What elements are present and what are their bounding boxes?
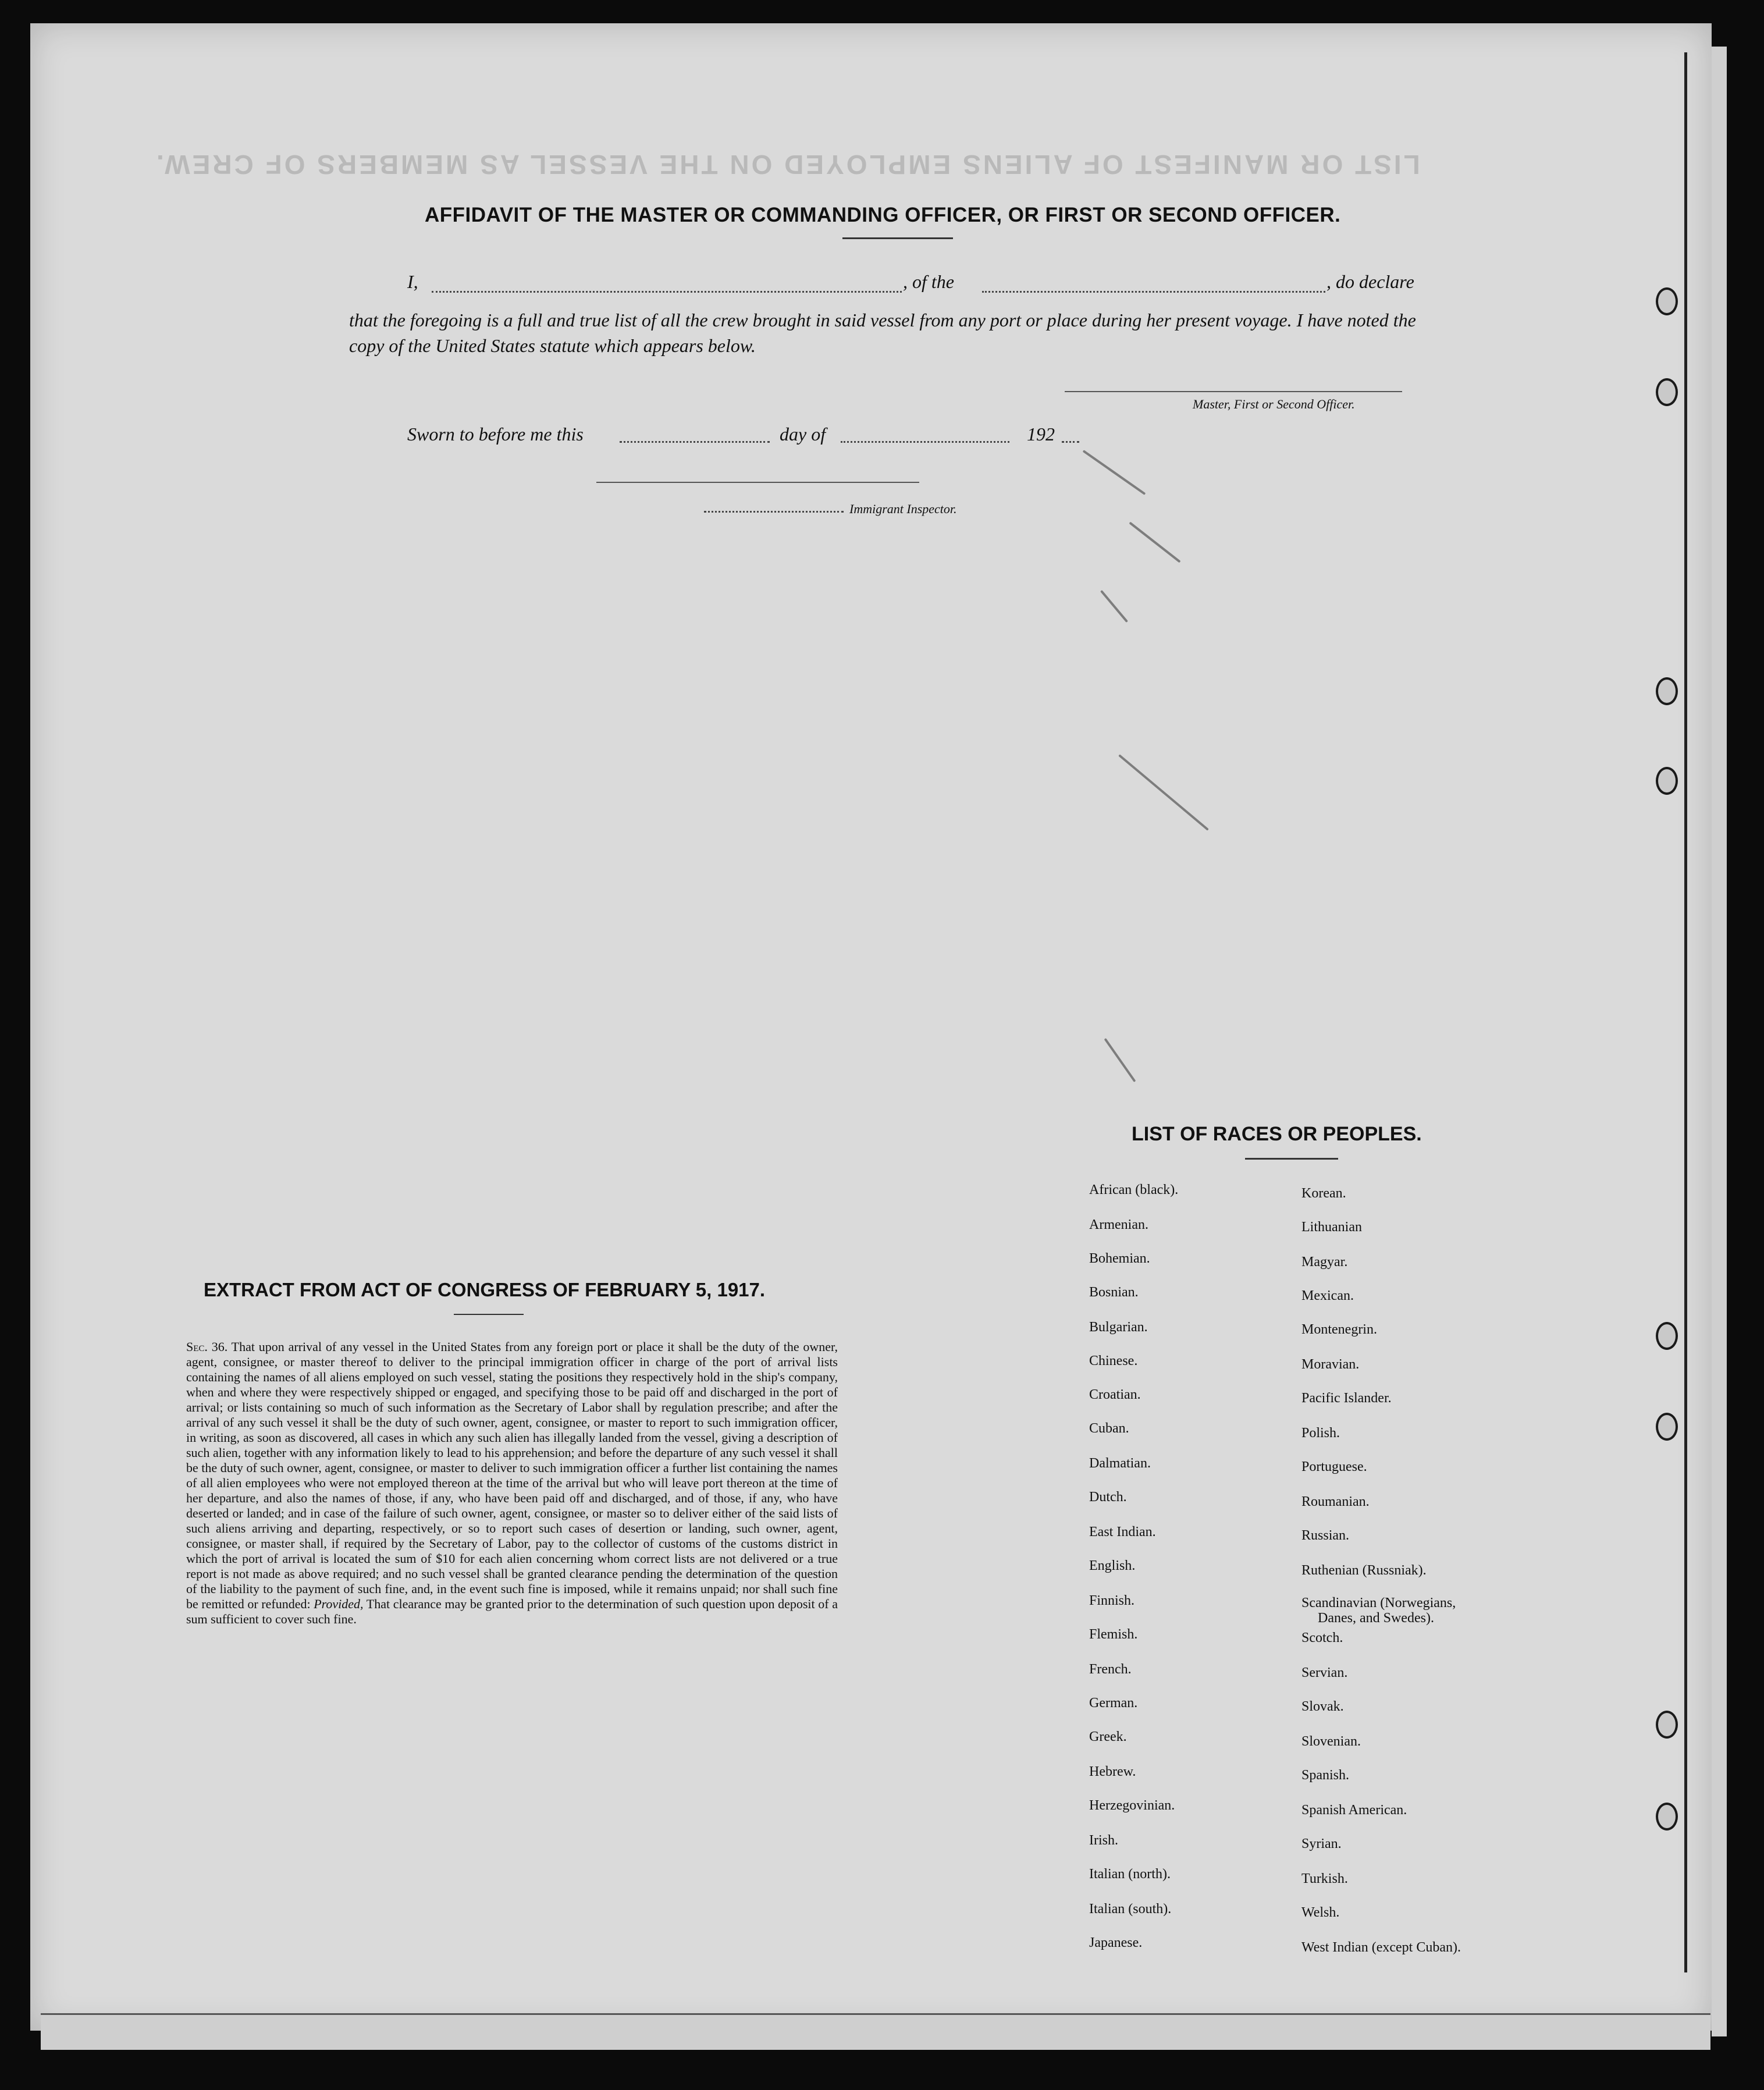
affidavit-title: AFFIDAVIT OF THE MASTER OR COMMANDING OFFICER, OR FIRST OR SECOND OFFICER.	[425, 204, 1341, 226]
sworn-year-field[interactable]	[1062, 441, 1079, 443]
race-item: Roumanian.	[1301, 1494, 1370, 1509]
race-item: Portuguese.	[1301, 1459, 1367, 1474]
statute-text	[186, 1339, 838, 1627]
races-title-rule	[1245, 1158, 1338, 1160]
race-item: Japanese.	[1089, 1935, 1143, 1950]
race-item: Bosnian.	[1089, 1285, 1139, 1300]
race-item: West Indian (except Cuban).	[1301, 1940, 1461, 1955]
race-item: Welsh.	[1301, 1905, 1340, 1920]
declarant-name-field[interactable]	[432, 291, 902, 293]
statute-provided: Provided,	[314, 1597, 364, 1611]
punch-hole	[1656, 1322, 1678, 1350]
section-number: Sec. 36.	[186, 1339, 228, 1354]
bleed-through-header: LIST OR MANIFEST OF ALIENS EMPLOYED ON THE VESSEL AS MEMBERS OF CREW.	[154, 150, 1420, 180]
sworn-month-field[interactable]	[841, 441, 1009, 443]
race-item: Slovak.	[1301, 1699, 1344, 1714]
race-item: African (black).	[1089, 1182, 1179, 1197]
race-item: Turkish.	[1301, 1871, 1348, 1886]
race-item: Polish.	[1301, 1426, 1340, 1441]
master-signature-label: Master, First or Second Officer.	[1193, 397, 1355, 411]
race-item: Irish.	[1089, 1833, 1118, 1848]
declarant-prefix: I,	[407, 271, 418, 292]
race-item: Dutch.	[1089, 1490, 1127, 1505]
race-item: Cuban.	[1089, 1421, 1129, 1436]
punch-hole	[1656, 677, 1678, 705]
punch-hole	[1656, 378, 1678, 406]
race-item: Russian.	[1301, 1528, 1350, 1543]
sheet-bottom-edge	[41, 2013, 1710, 2050]
race-item: Lithuanian	[1301, 1220, 1362, 1235]
race-item: Bohemian.	[1089, 1251, 1150, 1266]
of-the-label: , of the	[903, 271, 954, 292]
race-item: Danes, and Swedes).	[1318, 1611, 1434, 1626]
race-item: Spanish.	[1301, 1768, 1350, 1783]
sworn-label: Sworn to before me this	[407, 424, 584, 445]
race-item: Slovenian.	[1301, 1734, 1361, 1749]
punch-hole	[1656, 767, 1678, 795]
race-item: East Indian.	[1089, 1524, 1156, 1540]
race-item: Servian.	[1301, 1665, 1348, 1680]
race-item: Montenegrin.	[1301, 1322, 1377, 1337]
race-item: Flemish.	[1089, 1627, 1138, 1642]
next-page-edge	[1712, 47, 1727, 2036]
race-item: Scandinavian (Norwegians,	[1301, 1595, 1456, 1611]
binder-edge	[1684, 52, 1687, 1972]
race-item: Ruthenian (Russniak).	[1301, 1563, 1427, 1578]
day-of-label: day of	[780, 424, 826, 445]
race-item: Finnish.	[1089, 1593, 1135, 1608]
do-declare-label: , do declare	[1326, 271, 1414, 292]
year-prefix: 192	[1027, 424, 1055, 445]
race-item: Mexican.	[1301, 1288, 1354, 1303]
race-item: Dalmatian.	[1089, 1456, 1151, 1471]
punch-hole	[1656, 1711, 1678, 1739]
extract-title-rule	[454, 1314, 524, 1315]
extract-title: EXTRACT FROM ACT OF CONGRESS OF FEBRUARY 5, 1917.	[204, 1279, 766, 1300]
race-item: Croatian.	[1089, 1387, 1141, 1402]
races-title: LIST OF RACES OR PEOPLES.	[1132, 1123, 1422, 1145]
race-item: Scotch.	[1301, 1630, 1343, 1645]
inspector-signature-line[interactable]	[596, 482, 919, 483]
race-item: Pacific Islander.	[1301, 1391, 1392, 1406]
race-item: Bulgarian.	[1089, 1320, 1148, 1335]
punch-hole	[1656, 1413, 1678, 1441]
race-item: Italian (south).	[1089, 1901, 1172, 1917]
declaration-text: that the foregoing is a full and true list of all the crew brought in said vessel from any port or place during her present voyage. I have noted the copy of the United States statute which appears below.	[349, 310, 1416, 356]
race-item: Spanish American.	[1301, 1803, 1407, 1818]
inspector-dotted-line	[704, 511, 844, 513]
master-signature-line[interactable]	[1065, 391, 1402, 392]
race-item: Syrian.	[1301, 1836, 1342, 1851]
race-item: Italian (north).	[1089, 1867, 1171, 1882]
punch-hole	[1656, 287, 1678, 315]
race-item: Herzegovinian.	[1089, 1798, 1175, 1813]
race-item: Moravian.	[1301, 1357, 1360, 1372]
race-item: Armenian.	[1089, 1217, 1148, 1232]
punch-hole	[1656, 1803, 1678, 1830]
race-item: English.	[1089, 1558, 1136, 1573]
race-item: French.	[1089, 1662, 1132, 1677]
inspector-label: Immigrant Inspector.	[849, 502, 957, 516]
vessel-name-field[interactable]	[982, 291, 1325, 293]
sworn-day-field[interactable]	[620, 441, 770, 443]
race-item: Chinese.	[1089, 1353, 1138, 1369]
race-item: Korean.	[1301, 1186, 1346, 1201]
race-item: Greek.	[1089, 1729, 1127, 1744]
statute-body-end: That clearance may be granted prior to the determination of such question upon deposit of a sum sufficient to cover such fine.	[186, 1597, 838, 1626]
affidavit-title-rule	[842, 237, 953, 239]
race-item: Magyar.	[1301, 1254, 1348, 1270]
race-item: German.	[1089, 1696, 1138, 1711]
race-item: Hebrew.	[1089, 1764, 1136, 1779]
statute-body: That upon arrival of any vessel in the United States from any foreign port or place it shall be the duty of the owner, agent, consignee, or master thereof to deliver to the principal immigration officer in charge of the port of arrival lists containing the names of all aliens employed on such vessel, stating the positions they respectively hold in the ship's company, when and where they were respectively shipped or engaged, and specifying those to be paid off and discharged in the port of arrival; or lists containing so much of such information as the Secretary of Labor shall by regulation prescribe; and after the arrival of any such vessel it shall be the duty of such owner, agent, consignee, or master to report to such immigration officer, in writing, as soon as discovered, all cases in which any such alien has illegally landed from the vessel, giving a description of such alien, together with any information likely to lead to his apprehension; and before the departure of any such vessel it shall be the duty of such owner, agent, consignee, or master to deliver to such immigration officer a further list containing the names of all alien employees who were not employed thereon at the time of the arrival but who will leave port thereon at the time of her departure, and also the names of those, if any, who have been paid off and discharged, and of those, if any, who have deserted or landed; and in case of the failure of such owner, agent, consignee, or master so to deliver either of the said lists of such aliens arriving and departing, respectively, or so to report such cases of desertion or landing, such owner, agent, consignee, or master shall, if required by the Secretary of Labor, pay to the collector of customs of the customs district in which the port of arrival is located the sum of $10 for each alien concerning whom correct lists are not delivered or a true report is not made as above required; and no such vessel shall be granted clearance pending the determination of the question of the liability to the payment of such fine, and, in the event such fine is imposed, while it remains unpaid; nor shall such fine be remitted or refunded:	[186, 1339, 838, 1611]
